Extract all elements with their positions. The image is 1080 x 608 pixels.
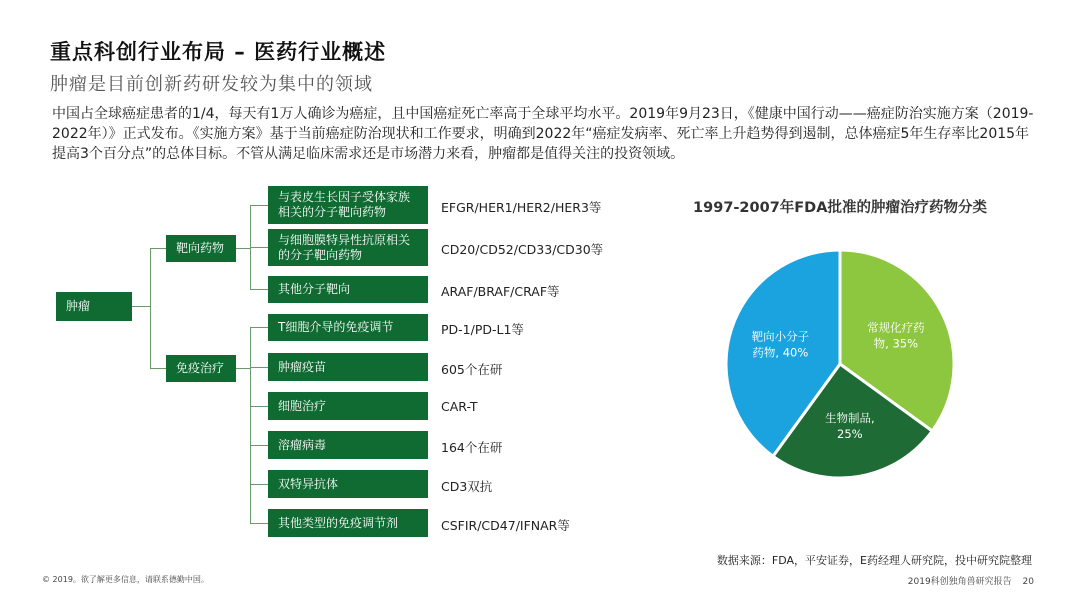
leaf-note: CD20/CD52/CD33/CD30等 (441, 242, 604, 257)
leaf-note: CAR-T (441, 399, 478, 414)
leaf-note: ARAF/BRAF/CRAF等 (441, 284, 560, 299)
report-name: 2019科创独角兽研究报告 (907, 577, 1012, 587)
leaf-egfr-family: 与表皮生长因子受体家族相关的分子靶向药物 (268, 186, 428, 224)
chart-title: 1997-2007年FDA批准的肿瘤治疗药物分类 (693, 200, 987, 216)
leaf-other-immunomodulators: 其他类型的免疫调节剂 (268, 509, 428, 537)
tree-root-tumor: 肿瘤 (56, 292, 132, 321)
leaf-t-cell-modulation: T细胞介导的免疫调节 (268, 314, 428, 341)
pie-slice-label: 生物制品, 25% (824, 410, 875, 441)
branch-targeted-drugs: 靶向药物 (166, 235, 236, 262)
leaf-bispecific-antibody: 双特异抗体 (268, 470, 428, 498)
leaf-note: CD3双抗 (441, 479, 493, 494)
page-title: 重点科创行业布局 – 医药行业概述 (50, 40, 387, 64)
leaf-note: 605个在研 (441, 362, 503, 377)
copyright-footer: © 2019。欲了解更多信息，请联系德勤中国。 (42, 575, 209, 584)
intro-paragraph: 中国占全球癌症患者的1/4，每天有1万人确诊为癌症，且中国癌症死亡率高于全球平均水平。2019年9月23日，《健康中国行动——癌症防治实施方案（2019-2022年）》正式发布。《实施方案》基于当前癌症防治现状和工作要求，明确到2022年“癌症发病率、死亡率上升趋势得到遏制，总体癌症5年生存率比2015年提高3个百分点”的总体目标。不管从满足临床需求还是市场潜力来看，肿瘤都是值得关注的投资领域。 (52, 106, 1034, 162)
data-source: 数据来源：FDA，平安证券，E药经理人研究院，投中研究院整理 (716, 554, 1032, 567)
page-number: 20 (1022, 577, 1034, 587)
leaf-note: EFGR/HER1/HER2/HER3等 (441, 200, 602, 215)
report-footer (908, 574, 1034, 587)
leaf-membrane-antigen: 与细胞膜特异性抗原相关的分子靶向药物 (268, 229, 428, 266)
leaf-tumor-vaccine: 肿瘤疫苗 (268, 353, 428, 381)
page-subtitle: 肿瘤是目前创新药研发较为集中的领域 (50, 74, 373, 95)
leaf-cell-therapy: 细胞治疗 (268, 392, 428, 420)
pie-slice-label: 靶向小分子药物, 40% (751, 329, 810, 360)
leaf-note: 164个在研 (441, 440, 503, 455)
leaf-oncolytic-virus: 溶瘤病毒 (268, 431, 428, 459)
leaf-other-targets: 其他分子靶向 (268, 276, 428, 303)
branch-immunotherapy: 免疫治疗 (166, 355, 236, 382)
leaf-note: CSFIR/CD47/IFNAR等 (441, 518, 570, 533)
pie-slice-label: 常规化疗药物, 35% (867, 320, 925, 351)
leaf-note: PD-1/PD-L1等 (441, 322, 524, 337)
